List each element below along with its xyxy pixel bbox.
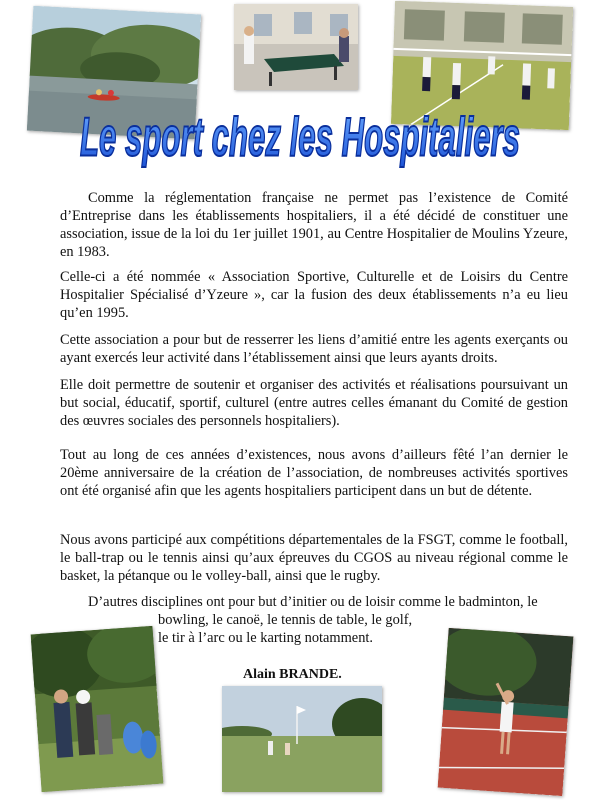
paragraph-1: Comme la réglementation française ne permet pas l’existence de Comité d’Entreprise dans les établissements hospitaliers, il a été décidé de constituer une association, issue de la loi du 1er juillet 1901, au Centre Hospitalier de Moulins Yzeure, en 1983. xyxy=(60,190,568,260)
page-title xyxy=(50,102,550,172)
paragraph-7-line-3: le tir à l’arc ou le karting notamment. xyxy=(158,630,373,646)
table-tennis-photo xyxy=(234,4,358,90)
archery-photo xyxy=(31,626,164,792)
paragraph-7-line-1: D’autres disciplines ont pour but d’initier ou de loisir comme le badminton, le xyxy=(88,594,538,610)
paragraph-4: Elle doit permettre de soutenir et organiser des activités et réalisations poursuivant un but social, éducatif, sportif, culturel (entre autres celles émanant du Comité de gestion des œuvres sociales des personnels hospitaliers). xyxy=(60,377,568,429)
paragraph-7-line-2: bowling, le canoë, le tennis de table, le golf, xyxy=(158,612,413,628)
paragraph-5: Tout au long de ces années d’existences, nous avons d’ailleurs fêté l’an dernier le 20ème anniversaire de la création de l’association, de nombreuses activités sportives ont été organisé afin que les agents hospitaliers participent dans un but de détente. xyxy=(60,447,568,499)
page-title-text: Le sport chez les Hospitaliers xyxy=(80,106,521,168)
golf-photo xyxy=(222,686,382,792)
author-signature: Alain BRANDE. xyxy=(243,667,342,682)
paragraph-6: Nous avons participé aux compétitions départementales de la FSGT, comme le football, le ball-trap ou le tennis ainsi qu’aux épreuves du CGOS au niveau régional comme le basket, la pétanque ou le volley-ball, ainsi que le rugby. xyxy=(60,532,568,584)
paragraph-2: Celle-ci a été nommée « Association Sportive, Culturelle et de Loisirs du Centre Hospitalier Spécialisé d’Yzeure », car la fusion des deux établissements n’a eu lieu qu’en 1995. xyxy=(60,269,568,321)
tennis-photo xyxy=(438,628,574,796)
paragraph-3: Cette association a pour but de resserrer les liens d’amitié entre les agents exerçants ou ayant exercés leur activité dans l’établissement ainsi que leurs ayants droits. xyxy=(60,332,568,366)
